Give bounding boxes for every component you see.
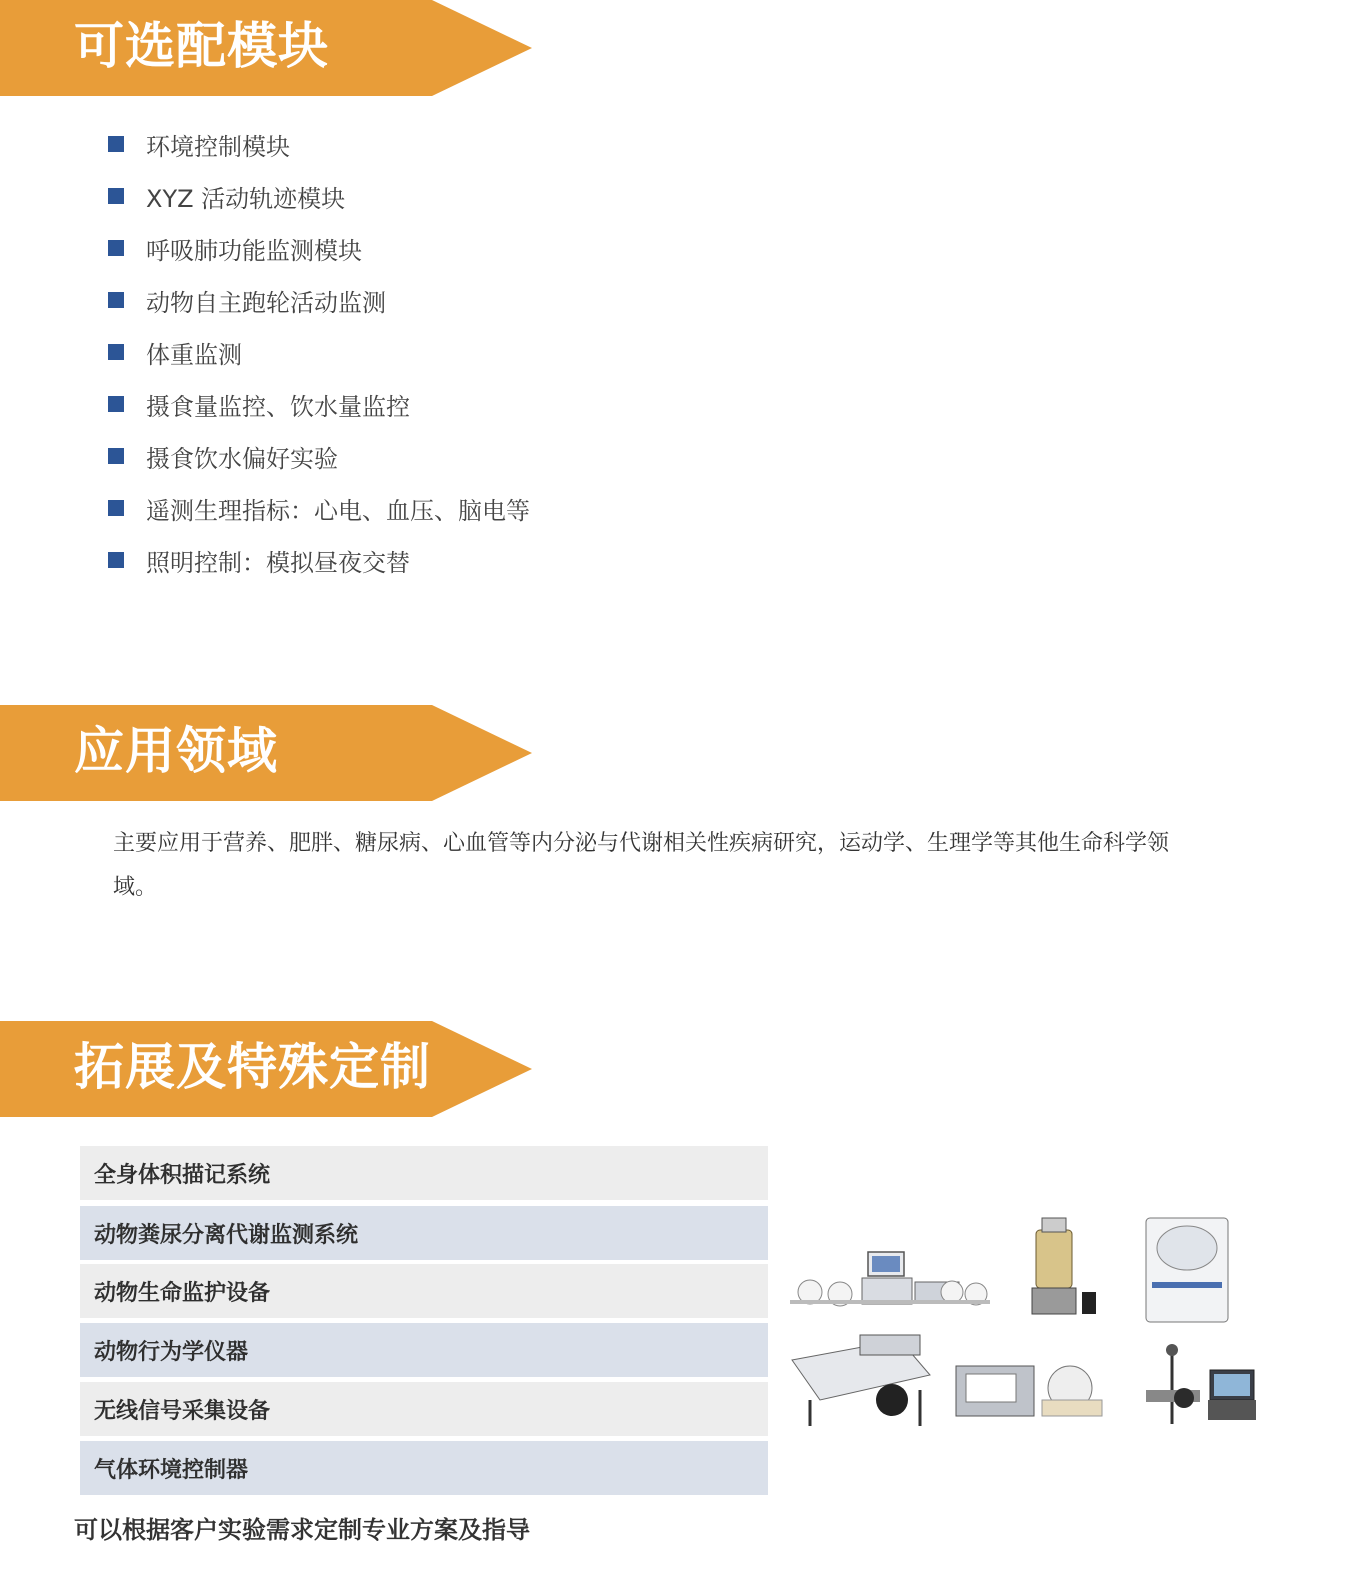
module-label: 摄食饮水偏好实验 <box>146 444 338 473</box>
square-bullet-icon <box>108 396 124 412</box>
square-bullet-icon <box>108 188 124 204</box>
extension-item: 全身体积描记系统 <box>80 1146 768 1200</box>
extension-item: 动物粪尿分离代谢监测系统 <box>80 1206 768 1260</box>
module-label: 环境控制模块 <box>146 132 290 161</box>
module-label: XYZ 活动轨迹模块 <box>146 184 346 213</box>
running-wheel-image <box>956 1366 1102 1416</box>
list-item <box>108 326 530 378</box>
extension-item: 动物行为学仪器 <box>80 1323 768 1377</box>
module-label: 遥测生理指标：心电、血压、脑电等 <box>146 496 530 525</box>
list-item <box>108 118 530 170</box>
section-title-extensions: 拓展及特殊定制 <box>74 1037 431 1096</box>
extension-item: 无线信号采集设备 <box>80 1382 768 1436</box>
square-bullet-icon <box>108 136 124 152</box>
extension-item: 气体环境控制器 <box>80 1441 768 1495</box>
list-item <box>108 534 530 586</box>
list-item <box>108 222 530 274</box>
metabolic-system-image <box>790 1252 990 1306</box>
module-label: 呼吸肺功能监测模块 <box>146 236 362 265</box>
square-bullet-icon <box>108 292 124 308</box>
module-label: 照明控制：模拟昼夜交替 <box>146 548 410 577</box>
list-item <box>108 170 530 222</box>
list-item <box>108 430 530 482</box>
list-item <box>108 482 530 534</box>
treadmill-image <box>792 1335 930 1426</box>
square-bullet-icon <box>108 448 124 464</box>
plethysmograph-image <box>1032 1218 1096 1314</box>
stereotaxic-station-image <box>1146 1344 1256 1424</box>
cabinet-device-image <box>1146 1218 1228 1322</box>
customization-note: 可以根据客户实验需求定制专业方案及指导 <box>74 1516 530 1544</box>
equipment-gallery <box>780 1200 1270 1450</box>
module-list <box>108 118 530 586</box>
square-bullet-icon <box>108 552 124 568</box>
list-item <box>108 378 530 430</box>
module-label: 摄食量监控、饮水量监控 <box>146 392 410 421</box>
square-bullet-icon <box>108 500 124 516</box>
section-title-applications: 应用领域 <box>74 721 278 780</box>
square-bullet-icon <box>108 240 124 256</box>
applications-paragraph: 主要应用于营养、肥胖、糖尿病、心血管等内分泌与代谢相关性疾病研究，运动学、生理学等其他生命科学领域。 <box>113 831 1170 900</box>
extension-item: 动物生命监护设备 <box>80 1264 768 1318</box>
list-item <box>108 274 530 326</box>
module-label: 动物自主跑轮活动监测 <box>146 288 386 317</box>
square-bullet-icon <box>108 344 124 360</box>
module-label: 体重监测 <box>146 340 242 369</box>
section-title-modules: 可选配模块 <box>74 16 329 75</box>
